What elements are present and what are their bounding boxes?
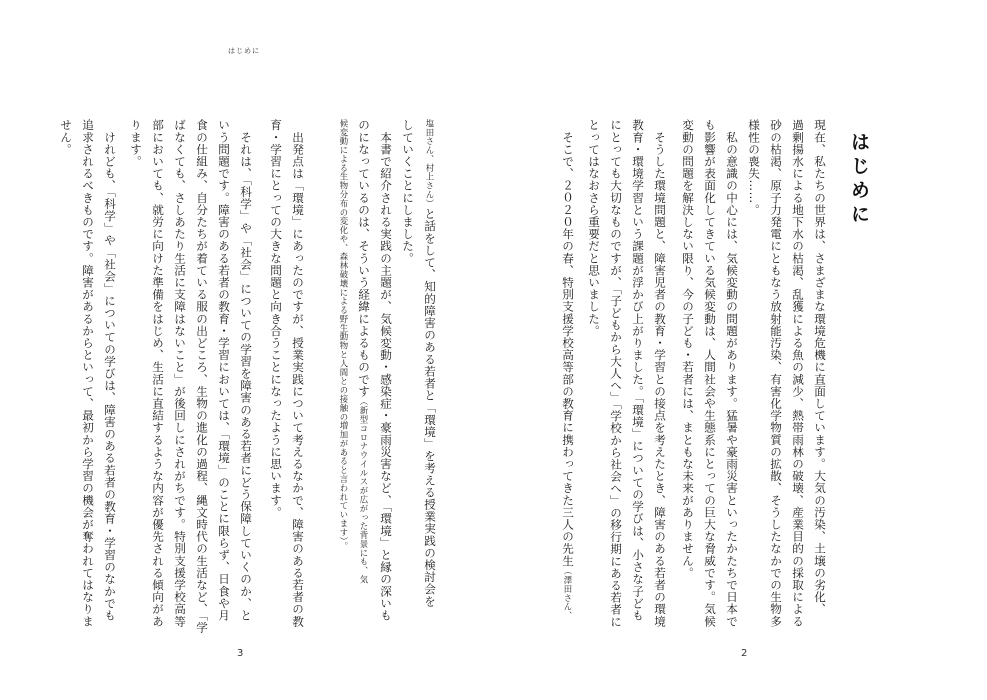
text-column: いう問題です。障害のある若者の教育・学習においては、「環境」のことに限らず、日食や月: [217, 119, 231, 622]
text-column-small: 候変動による生物分布の変化や、森林破壊による野生動物と人間との接触の増加があると言われています）。: [339, 119, 349, 551]
page-number: 3: [237, 648, 244, 659]
paragraph-left-1: [420, 119, 460, 607]
text-column: それは、「科学」や「社会」についての学習を障害のある若者にどう保障していくのか、と: [239, 119, 253, 622]
text-column: も影響が表面化してきている気候変動は、人間社会や生態系にとっての巨大な脅威です。気候: [703, 119, 717, 628]
text-column: 教育・環境学習という課題が浮かび上がりました。「環境」についての学びは、小さな子ども: [631, 119, 645, 622]
text-column: 追求されるべきものです。障害があるからといって、最初から学習の機会が奪われてはなりま: [81, 119, 95, 628]
chapter-title: はじめに: [848, 132, 870, 228]
text-column: 砂の枯渇、原子力発電にともなう放射能汚染、有害化学物質の拡散、そうしたなかでの生物多: [769, 119, 783, 628]
running-head: はじめに: [228, 47, 260, 55]
text-column: 様性の喪失……。: [747, 119, 761, 216]
text-line: そこで、２０２０年の春、特別支援学校高等部の教育に携わってきた三人の先生: [561, 119, 575, 567]
text-column: 変動の問題を解決しない限り、今の子ども・若者には、まともな未来がありません。: [681, 119, 695, 579]
left-page: [0, 0, 493, 700]
text-line-small: 塩田さん、村上さん）: [425, 119, 435, 208]
text-column: 本書で紹介される実践の主題が、気候変動・感染症・豪雨災害など、「環境」と縁の深いも: [379, 119, 393, 622]
text-column: けれども、「科学」や「社会」についての学びは、障害のある若者の教育・学習のなかでも: [103, 119, 117, 622]
text-line: と話をして、知的障害のある若者と「環境」を考える授業実践の検討会を: [423, 207, 437, 608]
text-column: 現在、私たちの世界は、さまざまな環境危機に直面しています。大気の汚染、土壌の劣化、: [813, 119, 827, 616]
text-column: とってはなおさら重要だと思いました。: [587, 119, 601, 337]
right-page: [494, 0, 987, 700]
text-column-mixed: [558, 119, 598, 620]
text-column: 部においても、就労に向けた準備をはじめ、生活に直結するような内容が優先される傾向があ: [151, 119, 165, 628]
text-column: 育・学習にとっての大きな問題と向き合うことになったように思います。: [269, 119, 283, 519]
text-column: せん。: [59, 119, 73, 156]
text-line: のになっているのは、そういう経緯によるものです: [357, 119, 371, 398]
text-column: していくことにしました。: [401, 119, 415, 265]
text-line-small: （澤田さん、: [563, 566, 573, 621]
text-column: 食の仕組み、自分たちが着ている服の出どころ、生物の進化の過程、縄文時代の生活など、「学: [195, 119, 209, 634]
text-column: そうした環境問題と、障害児者の教育・学習との接点を考えたとき、障害のある若者の環境: [653, 119, 667, 628]
text-line-small: （新型コロナウイルスが広がった背景にも、気: [359, 397, 369, 585]
text-column: 過剰揚水による地下水の枯渇、乱獲による魚の減少、熱帯雨林の破壊、産業目的の採取による: [791, 119, 805, 628]
text-column: ります。: [129, 119, 143, 168]
text-column: 私の意識の中心には、気候変動の問題があります。猛暑や豪雨災害といったかたちで日本で: [725, 119, 739, 628]
text-column: 出発点は「環境」にあったのですが、授業実践について考えるなかで、障害のある若者の教: [291, 119, 305, 628]
text-column: にとっても大切なものですが、「子どもから大人へ」「学校から社会へ」の移行期にある若者に: [609, 119, 623, 628]
text-column: ばなくても、さしあたり生活に支障はないこと」が後回しにされがちです。特別支援学校高等: [173, 119, 187, 628]
text-column-mixed: [354, 119, 394, 584]
page-number: 2: [741, 648, 748, 659]
